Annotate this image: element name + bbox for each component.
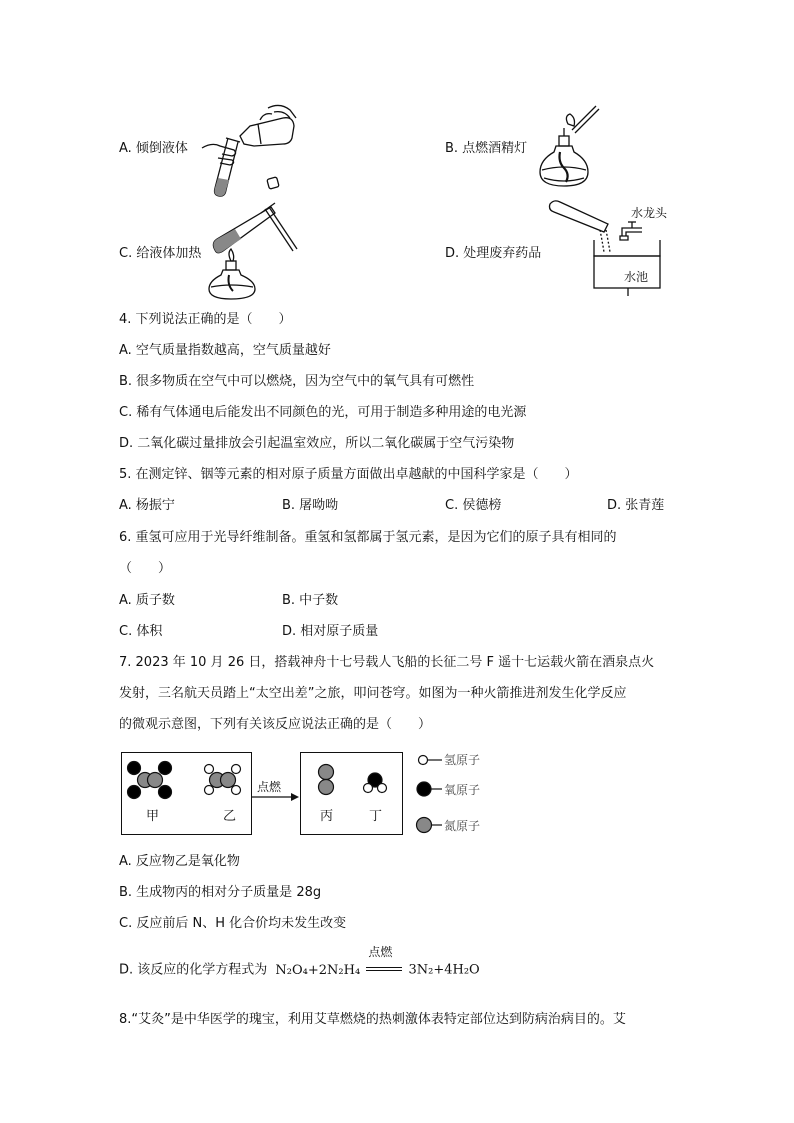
pouring-liquid-figure bbox=[198, 98, 298, 198]
q3-option-d: D. 处理废弃药品 bbox=[445, 246, 542, 261]
q5-option-a: A. 杨振宁 bbox=[119, 498, 175, 513]
atom-legend-symbols bbox=[414, 750, 444, 840]
legend-hydrogen: 氢原子 bbox=[444, 753, 481, 767]
q6-option-a: A. 质子数 bbox=[119, 593, 175, 608]
q7-option-d bbox=[119, 945, 480, 980]
question-8-stem: 8.“艾灸”是中华医学的瑰宝，利用艾草燃烧的热刺激体表特定部位达到防病治病目的。艾 bbox=[119, 1012, 626, 1027]
question-6-stem: 6. 重氢可应用于光导纤维制备。重氢和氢都属于氢元素，是因为它们的原子具有相同的 bbox=[119, 530, 617, 545]
question-4-stem: 4. 下列说法正确的是（ ） bbox=[119, 312, 292, 327]
q4-option-c: C. 稀有气体通电后能发出不同颜色的光，可用于制造多种用途的电光源 bbox=[119, 405, 527, 420]
q7-option-a: A. 反应物乙是氧化物 bbox=[119, 854, 240, 869]
equation-right: 3N₂+4H₂O bbox=[408, 962, 480, 978]
product-ding-label: 丁 bbox=[369, 809, 383, 824]
question-5-stem: 5. 在测定锌、铟等元素的相对原子质量方面做出卓越献的中国科学家是（ ） bbox=[119, 467, 578, 482]
product-bing-label: 丙 bbox=[320, 809, 334, 824]
equation-left: N₂O₄+2N₂H₄ bbox=[275, 962, 361, 978]
equation-line-top bbox=[366, 967, 402, 968]
q6-option-d: D. 相对原子质量 bbox=[282, 624, 379, 639]
tap-label: 水龙头 bbox=[631, 206, 668, 220]
reactant-jia-label: 甲 bbox=[146, 809, 160, 824]
q6-option-b: B. 中子数 bbox=[282, 593, 339, 608]
q4-option-d: D. 二氧化碳过量排放会引起温室效应，所以二氧化碳属于空气污染物 bbox=[119, 436, 515, 451]
alcohol-lamp-lighting-figure bbox=[530, 100, 610, 192]
equation-condition bbox=[366, 945, 402, 979]
arrow-condition-label: 点燃 bbox=[257, 780, 282, 794]
q3-option-c: C. 给液体加热 bbox=[119, 246, 202, 261]
sink-label: 水池 bbox=[624, 270, 649, 284]
q7-option-c: C. 反应前后 N、H 化合价均未发生改变 bbox=[119, 916, 347, 931]
question-7-stem-line-2: 发射，三名航天员踏上“太空出差”之旅，叩问苍穹。如图为一种火箭推进剂发生化学反应 bbox=[119, 686, 627, 701]
q5-option-b: B. 屠呦呦 bbox=[282, 498, 339, 513]
question-6-stem-cont: （ ） bbox=[119, 561, 172, 576]
question-7-stem-line-1: 7. 2023 年 10 月 26 日，搭载神舟十七号载人飞船的长征二号 F 遥十七运载火箭在酒泉点火 bbox=[119, 655, 655, 670]
q4-option-a: A. 空气质量指数越高，空气质量越好 bbox=[119, 343, 331, 358]
heating-liquid-figure bbox=[205, 195, 305, 303]
legend-oxygen: 氧原子 bbox=[444, 783, 481, 797]
legend-nitrogen: 氮原子 bbox=[444, 819, 481, 833]
equation-condition-text: 点燃 bbox=[368, 945, 393, 959]
q3-option-a: A. 倾倒液体 bbox=[119, 141, 188, 156]
question-7-stem-line-3: 的微观示意图，下列有关该反应说法正确的是（ ） bbox=[119, 717, 432, 732]
q4-option-b: B. 很多物质在空气中可以燃烧，因为空气中的氧气具有可燃性 bbox=[119, 374, 475, 389]
q5-option-c: C. 侯德榜 bbox=[445, 498, 502, 513]
reactant-yi-label: 乙 bbox=[223, 809, 237, 824]
q3-option-b: B. 点燃酒精灯 bbox=[445, 141, 528, 156]
q5-option-d: D. 张青莲 bbox=[607, 498, 665, 513]
q7-option-d-prefix: D. 该反应的化学方程式为 bbox=[119, 962, 268, 978]
q6-option-c: C. 体积 bbox=[119, 624, 163, 639]
q7-option-b: B. 生成物丙的相对分子质量是 28g bbox=[119, 885, 322, 900]
equation-line-bottom bbox=[366, 970, 402, 971]
